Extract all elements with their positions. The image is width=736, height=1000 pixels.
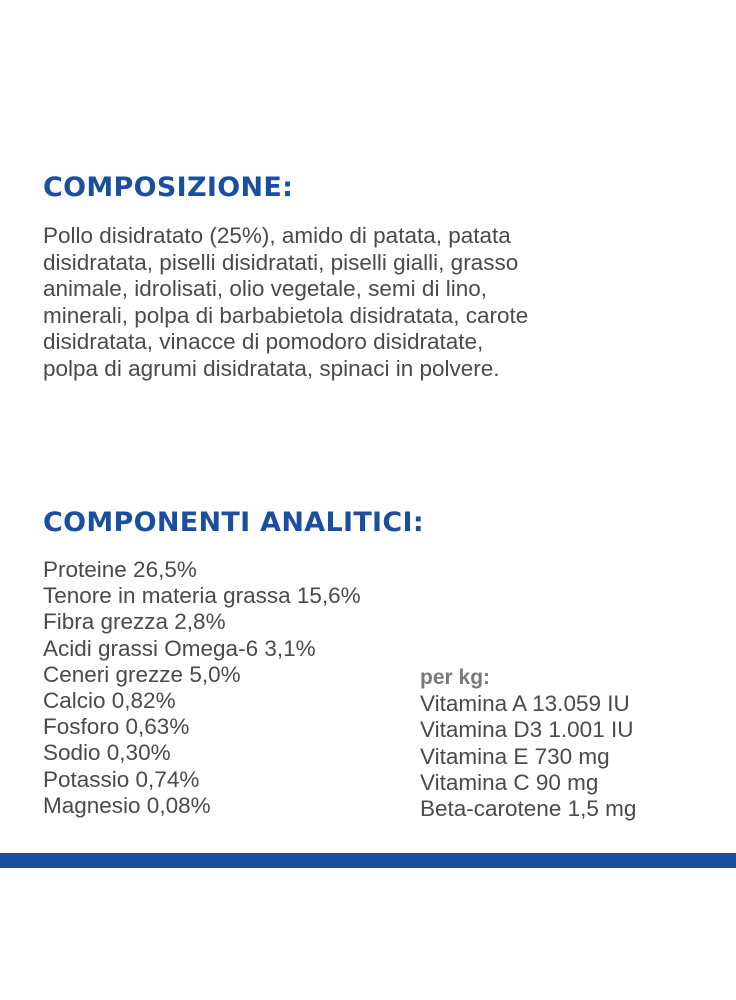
composition-line: disidratata, piselli disidratati, piselli gialli, grasso <box>43 249 519 275</box>
composition-text <box>43 223 723 382</box>
vitamin-item: Vitamina E 730 mg <box>420 743 610 769</box>
vitamin-item: Vitamina D3 1.001 IU <box>420 717 634 743</box>
analytic-item: Potassio 0,74% <box>43 766 200 792</box>
composition-line: disidratata, vinacce di pomodoro disidratate, <box>43 329 484 354</box>
composition-line: Pollo disidratato (25%), amido di patata, patata <box>43 223 511 248</box>
analytic-item: Acidi grassi Omega-6 3,1% <box>43 635 316 661</box>
bottom-divider-bar <box>0 853 736 868</box>
vitamins-list <box>420 665 636 822</box>
composition-line: animale, idrolisati, olio vegetale, semi di lino, <box>43 276 487 301</box>
composition-line: minerali, polpa di barbabietola disidratata, carote <box>43 302 529 328</box>
composition-heading: COMPOSIZIONE: <box>43 172 294 203</box>
composition-line: polpa di agrumi disidratata, spinaci in polvere. <box>43 355 500 381</box>
vitamin-item: Vitamina A 13.059 IU <box>420 691 630 717</box>
analytic-item: Fibra grezza 2,8% <box>43 609 226 635</box>
analytic-item: Sodio 0,30% <box>43 740 171 766</box>
vitamin-item: Beta-carotene 1,5 mg <box>420 796 637 822</box>
analytic-item: Tenore in materia grassa 15,6% <box>43 583 361 609</box>
vitamin-item: Vitamina C 90 mg <box>420 769 599 795</box>
analytic-item: Fosforo 0,63% <box>43 714 190 740</box>
analytic-item: Proteine 26,5% <box>43 557 197 582</box>
analytic-item: Ceneri grezze 5,0% <box>43 661 241 687</box>
analytic-components-list <box>43 557 361 819</box>
analytic-item: Magnesio 0,08% <box>43 792 211 818</box>
analytic-components-heading: COMPONENTI ANALITICI: <box>43 507 424 538</box>
analytic-item: Calcio 0,82% <box>43 688 176 714</box>
per-kg-label: per kg: <box>420 666 491 689</box>
